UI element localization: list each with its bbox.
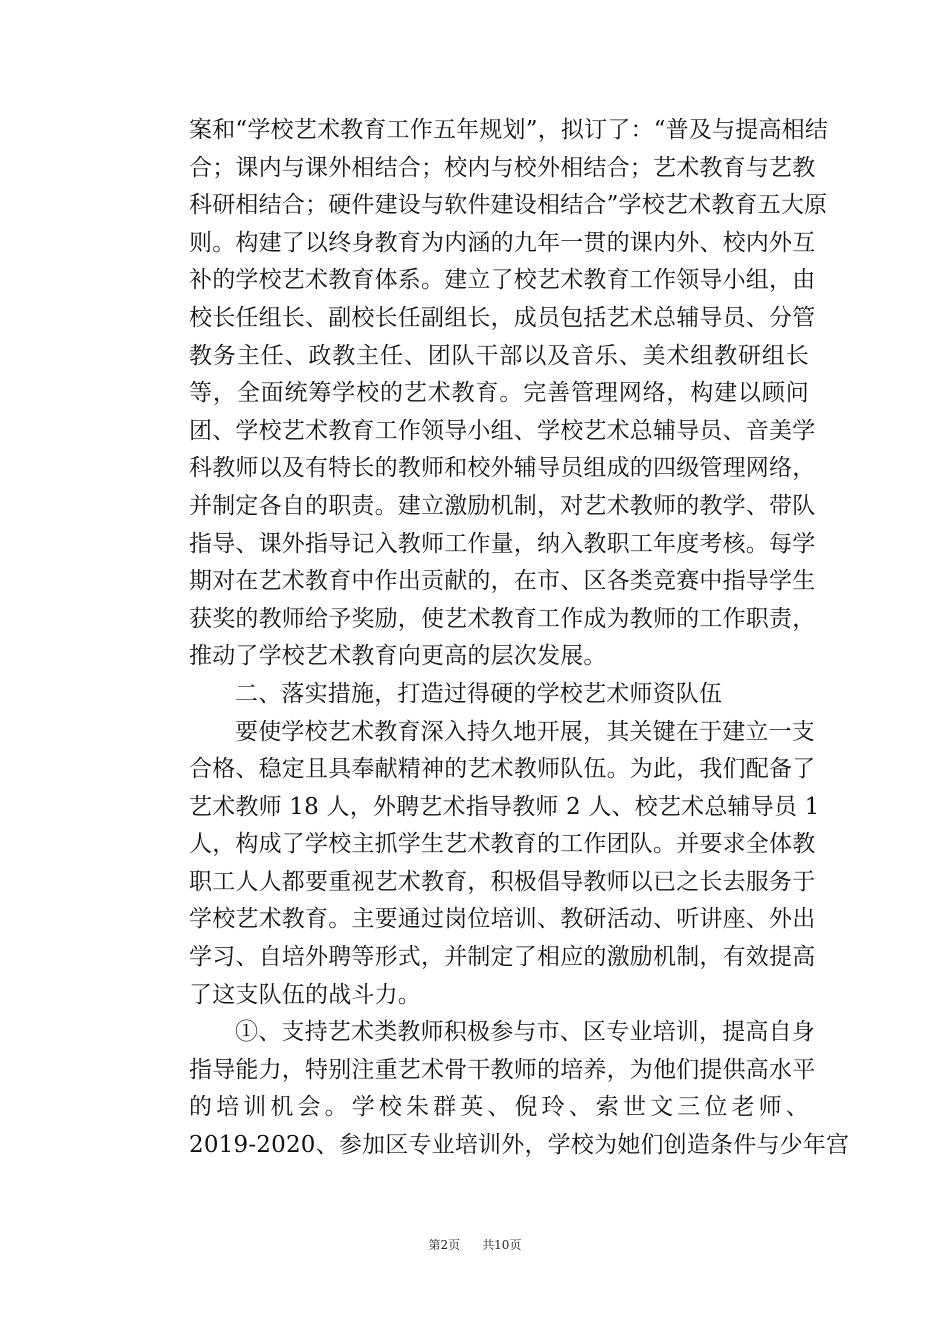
text-line: 则。构建了以终身教育为内涵的九年一贯的课内外、校内外互	[189, 229, 816, 256]
text-line: 2019-2020、参加区专业培训外，学校为她们创造条件与少年宫	[189, 1132, 850, 1159]
text-line: 学校艺术教育。主要通过岗位培训、教研活动、听讲座、外出	[189, 906, 816, 933]
text-line: 校长任组长、副校长任副组长，成员包括艺术总辅导员、分管	[189, 304, 816, 331]
text-line: 职工人人都要重视艺术教育，积极倡导教师以已之长去服务于	[189, 868, 816, 895]
text-line: 并制定各自的职责。建立激励机制，对艺术教师的教学、带队	[189, 492, 816, 519]
text-line: 二、落实措施，打造过得硬的学校艺术师资队伍	[235, 680, 723, 707]
page-total: 共10页	[482, 1238, 522, 1252]
text-line: 指导能力，特别注重艺术骨干教师的培养，为他们提供高水平	[189, 1056, 816, 1083]
page-footer	[0, 1236, 950, 1253]
page-number: 第2页	[428, 1238, 461, 1252]
text-line: 补的学校艺术教育体系。建立了校艺术教育工作领导小组，由	[189, 267, 816, 294]
text-line: 获奖的教师给予奖励，使艺术教育工作成为教师的工作职责，	[189, 605, 816, 632]
text-line: 学习、自培外聘等形式，并制定了相应的激励机制，有效提高	[189, 944, 816, 971]
text-line: 了这支队伍的战斗力。	[189, 981, 421, 1008]
text-line: 人，构成了学校主抓学生艺术教育的工作团队。并要求全体教	[189, 831, 816, 858]
text-line: 推动了学校艺术教育向更高的层次发展。	[189, 643, 607, 670]
text-line: ①、支持艺术类教师积极参与市、区专业培训，提高自身	[235, 1019, 815, 1046]
text-line: 案和“学校艺术教育工作五年规划”，拟订了：“普及与提高相结	[189, 117, 829, 143]
text-line: 要使学校艺术教育深入持久地开展，其关键在于建立一支	[235, 718, 815, 745]
text-line: 等，全面统筹学校的艺术教育。完善管理网络，构建以顾问	[189, 380, 809, 407]
text-line: 指导、课外指导记入教师工作量，纳入教职工年度考核。每学	[189, 530, 816, 557]
text-line: 期对在艺术教育中作出贡献的，在市、区各类竞赛中指导学生	[189, 568, 816, 595]
document-body	[189, 112, 850, 1165]
text-line: 合；课内与课外相结合；校内与校外相结合；艺术教育与艺教	[189, 154, 816, 181]
text-line: 团、学校艺术教育工作领导小组、学校艺术总辅导员、音美学	[189, 417, 816, 444]
text-line: 教务主任、政教主任、团队干部以及音乐、美术组教研组长	[189, 342, 809, 369]
text-line: 的培训机会。学校朱群英、倪玲、索世文三位老师、	[189, 1094, 809, 1121]
text-line: 艺术教师 18 人，外聘艺术指导教师 2 人、校艺术总辅导员 1	[189, 793, 820, 820]
text-line: 科研相结合；硬件建设与软件建设相结合”学校艺术教育五大原	[189, 192, 828, 219]
text-line: 科教师以及有特长的教师和校外辅导员组成的四级管理网络，	[189, 455, 816, 482]
text-line: 合格、稳定且具奉献精神的艺术教师队伍。为此，我们配备了	[189, 756, 816, 783]
